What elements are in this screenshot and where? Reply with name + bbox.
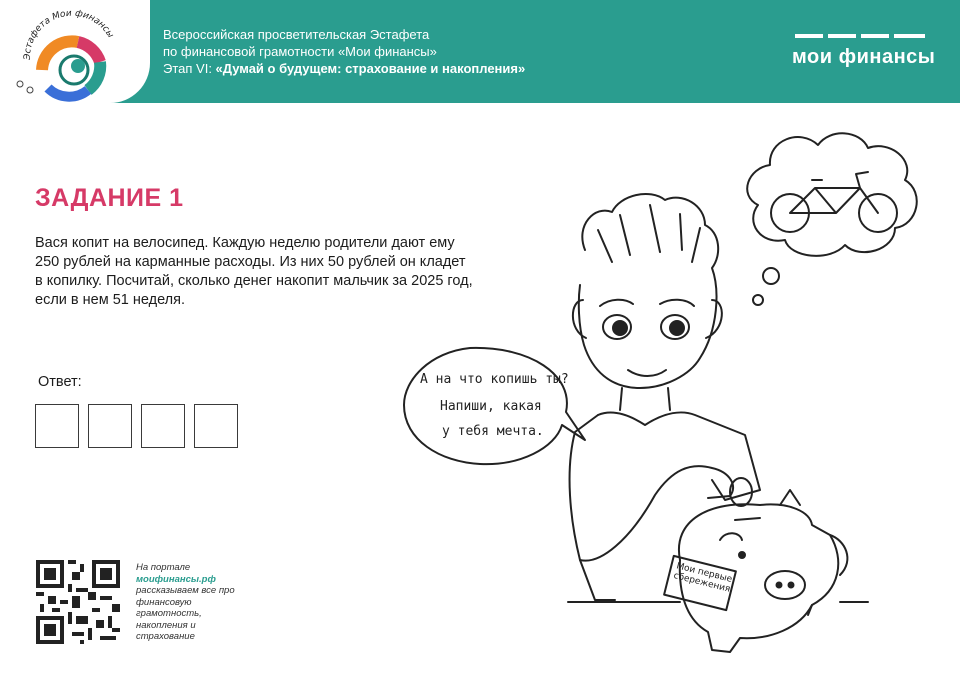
header-stage bbox=[163, 60, 525, 77]
speech-line-3: у тебя мечта. bbox=[442, 424, 544, 439]
qr-code-icon[interactable] bbox=[36, 560, 120, 644]
answer-box[interactable] bbox=[88, 404, 132, 448]
brand-stripes bbox=[795, 34, 925, 38]
answer-box[interactable] bbox=[141, 404, 185, 448]
stage-title: «Думай о будущем: страхование и накопления» bbox=[215, 61, 526, 76]
portal-link[interactable]: моифинансы.рф bbox=[136, 573, 216, 585]
header-line-2: по финансовой грамотности «Мои финансы» bbox=[163, 44, 437, 59]
answer-boxes bbox=[35, 404, 238, 448]
logo-text: Эстафета Мои финансы bbox=[22, 8, 116, 61]
header-text bbox=[163, 26, 525, 77]
relay-logo-icon bbox=[0, 0, 150, 103]
answer-box[interactable] bbox=[35, 404, 79, 448]
header-line-1: Всероссийская просветительская Эстафета bbox=[163, 27, 430, 42]
answer-box[interactable] bbox=[194, 404, 238, 448]
portal-text: рассказываем все про финансовую грамотность, накопления и страхование bbox=[136, 585, 235, 642]
boy-illustration bbox=[400, 118, 960, 678]
speech-line-1: А на что копишь ты? bbox=[420, 372, 569, 387]
thought-bubble bbox=[747, 133, 917, 256]
task-title: ЗАДАНИЕ 1 bbox=[35, 184, 184, 212]
portal-intro: На портале bbox=[136, 562, 191, 573]
piggy-bank-label: Мои первые сбережения bbox=[672, 561, 734, 595]
speech-line-2: Напиши, какая bbox=[440, 399, 542, 414]
bicycle-icon bbox=[771, 172, 897, 232]
task-text: Вася копит на велосипед. Каждую неделю родители дают ему 250 рублей на карманные расходы. Из них 50 рублей он кладет в копилку. Посчитай, сколько денег накопит мальчик за 2025 год, если в нем 51 неделя. bbox=[35, 235, 473, 308]
portal-info bbox=[136, 562, 246, 643]
stage-prefix: Этап VI: bbox=[163, 61, 216, 76]
logo-container bbox=[0, 0, 150, 103]
brand-name: мои финансы bbox=[792, 46, 936, 68]
answer-label: Ответ: bbox=[38, 374, 82, 390]
